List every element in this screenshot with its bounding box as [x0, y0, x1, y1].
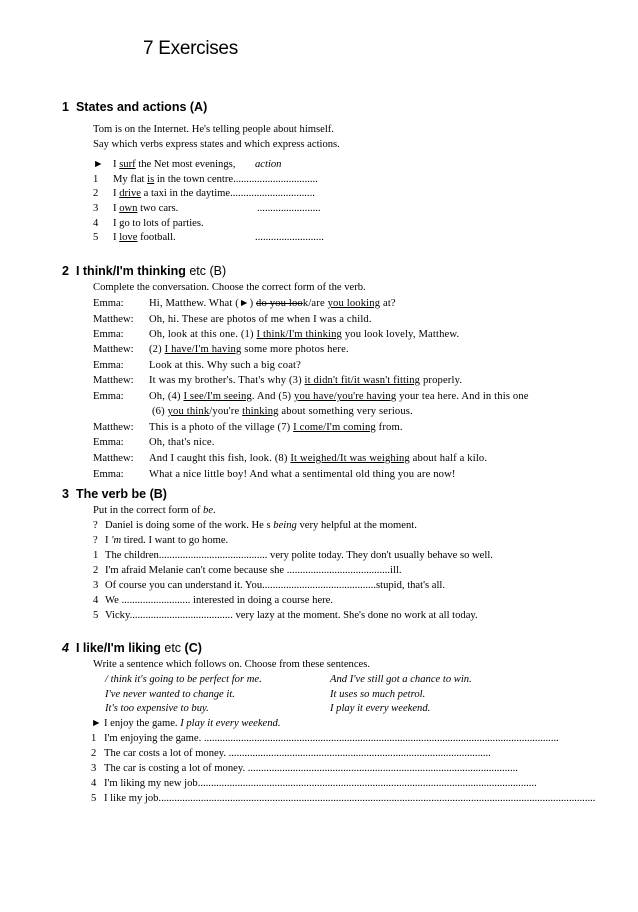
- example-pre: I: [113, 159, 120, 170]
- dialog-text: about something very serious.: [278, 406, 413, 417]
- item-number: 1: [93, 174, 99, 185]
- verb-choice[interactable]: I come/I'm coming: [293, 422, 376, 433]
- s1-intro-2: Say which verbs express states and which express actions.: [93, 139, 340, 150]
- item-number: 3: [93, 203, 99, 214]
- example-verb: surf: [119, 159, 136, 170]
- verb-choice[interactable]: I have/I'm having: [164, 344, 242, 355]
- speaker-label: Emma:: [93, 329, 124, 340]
- answer-blank[interactable]: The car costs a lot of money. ...................................................................................................: [104, 748, 491, 759]
- section-3-heading: [62, 487, 167, 501]
- speaker-label: Matthew:: [93, 314, 134, 325]
- speaker-label: Emma:: [93, 437, 124, 448]
- dialog-line: [149, 422, 403, 434]
- verb-choice[interactable]: you looking: [327, 298, 381, 309]
- section-2-heading: [62, 264, 226, 278]
- s4-item-3: 3 The car is costing a lot of money. ......................................................................................................: [91, 763, 518, 774]
- answer-blank[interactable]: ..........................: [255, 232, 324, 243]
- answer-blank[interactable]: I like my job.....................................................................................................................................................................: [104, 793, 596, 804]
- s4-item-2: 2 The car costs a lot of money. ...................................................................................................: [91, 748, 491, 759]
- dialog-line: [149, 329, 459, 341]
- s3-item-4: 4 We .......................... interested in doing a course here.: [93, 595, 334, 606]
- section-title: The verb be (B): [75, 487, 167, 501]
- answer-blank[interactable]: The car is costing a lot of money. ......................................................................................................: [104, 763, 518, 774]
- verb-choice[interactable]: It weighed/It was weighing: [290, 453, 410, 464]
- s3-item-2: 2 I'm afraid Melanie can't come because she .......................................ill.: [93, 565, 402, 576]
- item-number: 2: [93, 188, 99, 199]
- section-4-heading: [62, 641, 202, 655]
- s4-item-4: 4 I'm liking my new job................................................................................................................................: [91, 778, 537, 789]
- s1-item-4: 4 I go to lots of parties.: [93, 218, 204, 229]
- s4-choice: It uses so much petrol.: [330, 689, 426, 700]
- section-title: I think/I'm thinking: [75, 264, 186, 278]
- s4-example: ► I enjoy the game. I play it every weekend.: [91, 718, 281, 729]
- s3-intro: Put in the correct form of be.: [93, 505, 216, 516]
- s4-intro: Write a sentence which follows on. Choose from these sentences.: [93, 659, 370, 670]
- dialog-line: [149, 391, 529, 403]
- section-suffix-code: (C): [184, 641, 202, 655]
- dialog-text: at?: [380, 298, 396, 309]
- s1-item-1: 1 My flat is in the town centre................................: [93, 174, 318, 185]
- dialog-line: [152, 406, 413, 418]
- section-number: 2: [62, 264, 69, 278]
- s3-item-5: 5 Vicky....................................... very lazy at the moment. She's done no work at all today.: [93, 610, 478, 621]
- s4-item-5: 5 I like my job.....................................................................................................................................................................: [91, 793, 596, 804]
- example-marker: ►: [91, 718, 102, 729]
- speaker-label: Matthew:: [93, 422, 134, 433]
- dialog-line: [149, 469, 456, 481]
- dialog-text: your tea here. And in this one: [396, 391, 529, 402]
- answer-blank[interactable]: ........................: [257, 203, 321, 214]
- speaker-label: Emma:: [93, 391, 124, 402]
- s3-item-3: 3 Of course you can understand it. You...........................................stupid, that's all.: [93, 580, 445, 591]
- verb-choice[interactable]: it didn't fit/it wasn't fitting: [304, 375, 421, 386]
- dialog-text: you look lovely, Matthew.: [342, 329, 460, 340]
- speaker-label: Matthew:: [93, 375, 134, 386]
- dialog-text: What a nice little boy! And what a sentimental old thing you are now!: [149, 469, 456, 480]
- dialog-text: from.: [375, 422, 403, 433]
- dialog-text: . And (5): [251, 391, 294, 402]
- answer-blank[interactable]: Vicky....................................... very lazy at the moment. She's done no work at all today.: [105, 610, 478, 621]
- section-number: 1: [62, 100, 69, 114]
- dialog-text: some more photos here.: [241, 344, 349, 355]
- speaker-label: Emma:: [93, 298, 124, 309]
- dialog-text: And I caught this fish, look. (8): [149, 453, 291, 464]
- answer-blank[interactable]: I'm enjoying the game. ......................................................................................................................................: [104, 733, 559, 744]
- s3-example-1: ? Daniel is doing some of the work. He s being very helpful at the moment.: [93, 520, 417, 531]
- dialog-text: Look at this. Why such a big coat?: [149, 360, 302, 371]
- s1-item-2: 2 I drive a taxi in the daytime................................: [93, 188, 315, 199]
- example-marker: ►: [93, 159, 104, 170]
- dialog-text: Oh, hi. These are photos of me when I was a child.: [149, 314, 372, 325]
- dialog-text: k/are: [302, 298, 328, 309]
- s4-choice: / think it's going to be perfect for me.: [105, 674, 262, 685]
- s4-choice: It's too expensive to buy.: [105, 703, 209, 714]
- item-number: 4: [93, 218, 99, 229]
- answer-blank[interactable]: I'm liking my new job................................................................................................................................: [104, 778, 537, 789]
- section-title: I like/I'm liking: [75, 641, 161, 655]
- speaker-label: Emma:: [93, 360, 124, 371]
- section-number: 4: [62, 641, 69, 655]
- s4-choice: And I've still got a chance to win.: [330, 674, 472, 685]
- dialog-text: Oh, that's nice.: [149, 437, 215, 448]
- s2-intro: Complete the conversation. Choose the correct form of the verb.: [93, 282, 366, 293]
- section-title: States and actions (A): [75, 100, 208, 114]
- s1-example: [93, 159, 104, 171]
- s1-example-text: [113, 159, 235, 171]
- item-number: 5: [93, 232, 99, 243]
- speaker-label: Emma:: [93, 469, 124, 480]
- speaker-label: Matthew:: [93, 344, 134, 355]
- dialog-text: about half a kilo.: [409, 453, 488, 464]
- verb-choice[interactable]: I think/I'm thinking: [256, 329, 343, 340]
- verb-choice[interactable]: thinking: [242, 406, 279, 417]
- s3-item-1: 1 The children......................................... very polite today. They don't usually behave so well.: [93, 550, 493, 561]
- answer-blank[interactable]: We .......................... interested in doing a course here.: [105, 595, 334, 606]
- dialog-text: Oh, look at this one. (1): [149, 329, 257, 340]
- dialog-line: [149, 360, 301, 372]
- s4-choice: I've never wanted to change it.: [105, 689, 235, 700]
- verb-choice[interactable]: I see/I'm seeing: [183, 391, 252, 402]
- page-title: 7 Exercises: [143, 38, 238, 59]
- dialog-text: properly.: [420, 375, 463, 386]
- dialog-line: [149, 344, 349, 356]
- s1-example-answer: action: [255, 159, 282, 170]
- s4-choice: I play it every weekend.: [330, 703, 431, 714]
- dialog-text: do you loo: [256, 298, 303, 309]
- s3-example-2: ? I 'm tired. I want to go home.: [93, 535, 229, 546]
- section-number: 3: [62, 487, 69, 501]
- s1-item-5: 5 I love football.: [93, 232, 176, 243]
- s4-item-1: 1 I'm enjoying the game. ......................................................................................................................................: [91, 733, 559, 744]
- verb-choice[interactable]: you have/you're having: [294, 391, 397, 402]
- example-post: the Net most evenings,: [135, 159, 236, 170]
- verb-choice[interactable]: you think: [167, 406, 210, 417]
- answer-blank[interactable]: ................................: [233, 174, 318, 185]
- s1-intro-1: Tom is on the Internet. He's telling people about himself.: [93, 124, 334, 135]
- answer-blank[interactable]: Of course you can understand it. You...........................................stupid, that's all.: [105, 580, 445, 591]
- dialog-text: This is a photo of the village (7): [149, 422, 294, 433]
- dialog-line: [149, 453, 487, 465]
- dialog-text: (2): [149, 344, 165, 355]
- speaker-label: Matthew:: [93, 453, 134, 464]
- dialog-text: Oh, (4): [149, 391, 184, 402]
- dialog-text: (6): [152, 406, 168, 417]
- dialog-text: /you're: [209, 406, 243, 417]
- dialog-line: [149, 314, 372, 326]
- dialog-line: [149, 437, 215, 449]
- s1-item-3: 3 I own two cars.: [93, 203, 179, 214]
- dialog-text: Hi, Matthew. What (►): [149, 298, 257, 309]
- dialog-line: [149, 375, 462, 387]
- answer-blank[interactable]: I'm afraid Melanie can't come because she .......................................ill.: [105, 565, 402, 576]
- dialog-line: [149, 298, 396, 310]
- section-suffix: etc: [160, 641, 185, 655]
- answer-blank[interactable]: ................................: [230, 188, 315, 199]
- section-1-heading: [62, 100, 207, 114]
- answer-blank[interactable]: The children......................................... very polite today. They don't usually behave so well.: [105, 550, 493, 561]
- dialog-text: It was my brother's. That's why (3): [149, 375, 305, 386]
- section-suffix: etc (B): [185, 264, 227, 278]
